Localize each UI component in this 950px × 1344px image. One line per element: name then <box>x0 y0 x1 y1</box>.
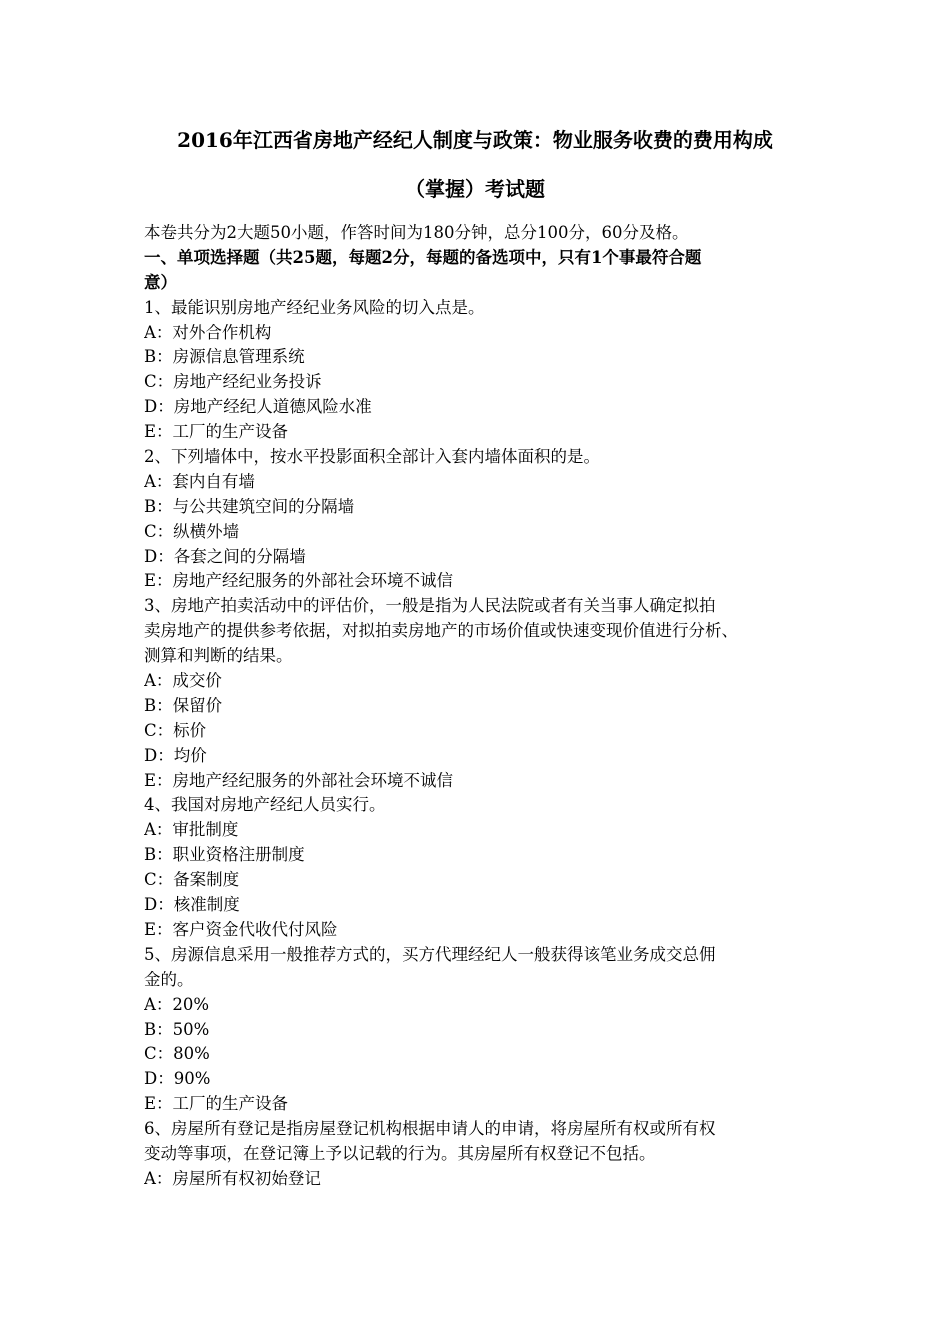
question-4-option-e: E：客户资金代收代付风险 <box>144 919 338 939</box>
question-2-option-c: C：纵横外墙 <box>144 521 240 541</box>
question-5-stem-line-1: 5、房源信息采用一般推荐方式的，买方代理经纪人一般获得该笔业务成交总佣 <box>144 944 716 964</box>
question-1-option-e: E：工厂的生产设备 <box>144 422 289 442</box>
question-1-option-a: A：对外合作机构 <box>144 322 272 342</box>
question-1-option-c: C：房地产经纪业务投诉 <box>144 372 322 392</box>
question-6-stem-line-2: 变动等事项，在登记簿上予以记载的行为。其房屋所有权登记不包括。 <box>144 1143 656 1163</box>
question-5-option-c: C：80% <box>144 1044 210 1064</box>
question-3-option-e: E：房地产经纪服务的外部社会环境不诚信 <box>144 770 454 790</box>
question-2-option-e: E：房地产经纪服务的外部社会环境不诚信 <box>144 571 454 591</box>
section-heading-line-1: 一、单项选择题（共25题，每题2分，每题的备选项中，只有1个事最符合题 <box>144 247 702 267</box>
question-1-option-d: D：房地产经纪人道德风险水准 <box>144 397 372 417</box>
question-5-stem-line-2: 金的。 <box>144 969 194 989</box>
question-4-stem: 4、我国对房地产经纪人员实行。 <box>144 795 386 815</box>
question-2-option-a: A：套内自有墙 <box>144 471 255 491</box>
question-5-option-a: A：20% <box>144 994 210 1014</box>
question-2-option-b: B：与公共建筑空间的分隔墙 <box>144 496 355 516</box>
question-5-option-e: E：工厂的生产设备 <box>144 1094 289 1114</box>
question-3-option-d: D：均价 <box>144 745 207 765</box>
question-3-option-c: C：标价 <box>144 720 207 740</box>
question-3-stem-line-2: 卖房地产的提供参考依据，对拟拍卖房地产的市场价值或快速变现价值进行分析、 <box>144 621 738 641</box>
question-2-option-d: D：各套之间的分隔墙 <box>144 546 306 566</box>
question-3-stem-line-3: 测算和判断的结果。 <box>144 646 293 666</box>
question-1-stem: 1、最能识别房地产经纪业务风险的切入点是。 <box>144 297 485 317</box>
exam-intro: 本卷共分为2大题50小题，作答时间为180分钟，总分100分，60分及格。 <box>144 223 689 242</box>
question-3-option-b: B：保留价 <box>144 695 223 715</box>
question-1-option-b: B：房源信息管理系统 <box>144 347 305 367</box>
document-body <box>144 221 824 1192</box>
question-3-option-a: A：成交价 <box>144 671 222 691</box>
question-4-option-a: A：审批制度 <box>144 820 239 840</box>
question-4-option-d: D：核准制度 <box>144 895 240 915</box>
question-3-stem-line-1: 3、房地产拍卖活动中的评估价，一般是指为人民法院或者有关当事人确定拟拍 <box>144 596 716 616</box>
question-6-option-a: A：房屋所有权初始登记 <box>144 1168 321 1188</box>
question-5-option-b: B：50% <box>144 1019 210 1039</box>
document-title-line-2: （掌握）考试题 <box>405 177 545 201</box>
question-4-option-b: B：职业资格注册制度 <box>144 845 305 865</box>
section-heading-line-2: 意） <box>144 272 177 292</box>
question-2-stem: 2、下列墙体中，按水平投影面积全部计入套内墙体面积的是。 <box>144 447 600 467</box>
question-6-stem-line-1: 6、房屋所有登记是指房屋登记机构根据申请人的申请，将房屋所有权或所有权 <box>144 1119 716 1139</box>
question-4-option-c: C：备案制度 <box>144 870 240 890</box>
document-title-line-1: 2016年江西省房地产经纪人制度与政策：物业服务收费的费用构成 <box>177 128 773 152</box>
question-5-option-d: D：90% <box>144 1069 211 1089</box>
